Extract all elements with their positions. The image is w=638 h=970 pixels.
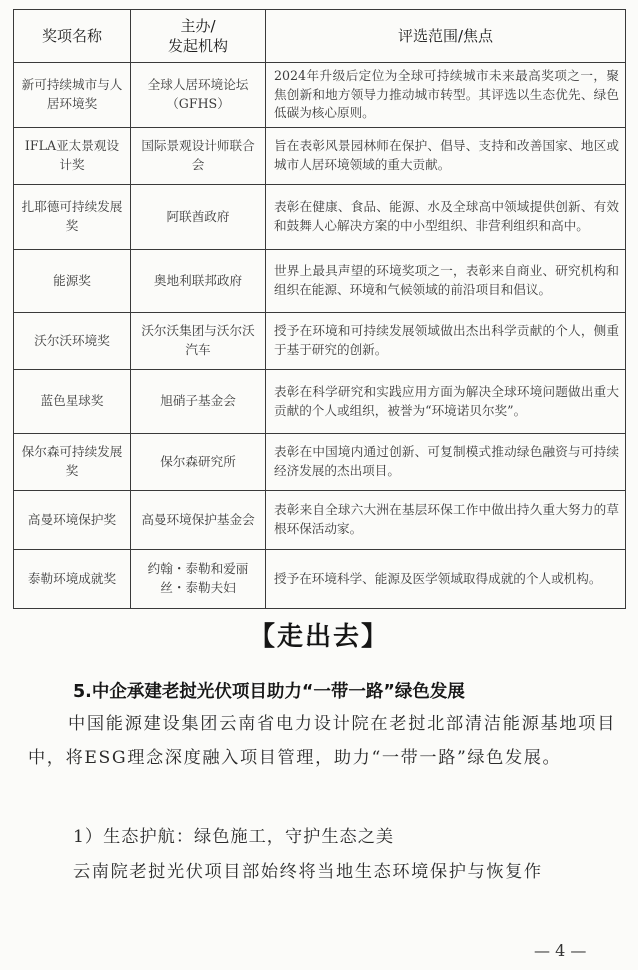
focus-cell: 旨在表彰风景园林师在保护、倡导、支持和改善国家、地区或城市人居环境领域的重大贡献。 (266, 128, 626, 185)
table-header-row (14, 10, 626, 63)
focus-cell: 表彰来自全球六大洲在基层环保工作中做出持久重大努力的草根环保活动家。 (266, 491, 626, 550)
award-name-cell: 扎耶德可持续发展奖 (14, 185, 131, 250)
award-name-cell: IFLA亚太景观设计奖 (14, 128, 131, 185)
organizer-cell: 旭硝子基金会 (131, 370, 266, 434)
organizer-cell: 奥地利联邦政府 (131, 250, 266, 313)
table-row (14, 550, 626, 609)
award-name-cell: 高曼环境保护奖 (14, 491, 131, 550)
award-name-cell: 能源奖 (14, 250, 131, 313)
focus-cell: 表彰在中国境内通过创新、可复制模式推动绿色融资与可持续经济发展的杰出项目。 (266, 434, 626, 491)
table-row (14, 313, 626, 370)
award-name-cell: 沃尔沃环境奖 (14, 313, 131, 370)
awards-table (13, 9, 626, 609)
body-paragraph-continued: 云南院老挝光伏项目部始终将当地生态环境保护与恢复作 (73, 862, 543, 882)
body-paragraph: 中国能源建设集团云南省电力设计院在老挝北部清洁能源基地项目中，将ESG理念深度融入项目管理，助力“一带一路”绿色发展。 (28, 714, 616, 768)
sub-heading: 1）生态护航：绿色施工，守护生态之美 (73, 827, 395, 847)
organizer-cell: 阿联酋政府 (131, 185, 266, 250)
section-title: 【走出去】 (248, 622, 389, 652)
award-name-cell: 保尔森可持续发展奖 (14, 434, 131, 491)
focus-cell: 2024年升级后定位为全球可持续城市未来最高奖项之一，聚焦创新和地方领导力推动城市转型。其评选以生态优先、绿色低碳为核心原则。 (266, 63, 626, 128)
focus-cell: 授予在环境科学、能源及医学领域取得成就的个人或机构。 (266, 550, 626, 609)
page-number: — 4 — (534, 941, 587, 960)
case-heading: 5.中企承建老挝光伏项目助力“一带一路”绿色发展 (73, 682, 465, 702)
focus-cell: 授予在环境和可持续发展领域做出杰出科学贡献的个人，侧重于基于研究的创新。 (266, 313, 626, 370)
focus-cell: 表彰在健康、食品、能源、水及全球高中领域提供创新、有效和鼓舞人心解决方案的中小型组织、非营利组织和高中。 (266, 185, 626, 250)
organizer-cell: 保尔森研究所 (131, 434, 266, 491)
table-row (14, 63, 626, 128)
awards-table-container (13, 9, 625, 609)
award-name-cell: 蓝色星球奖 (14, 370, 131, 434)
organizer-cell: 高曼环境保护基金会 (131, 491, 266, 550)
table-row (14, 434, 626, 491)
header-focus: 评选范围/焦点 (266, 10, 626, 63)
header-organizer (131, 10, 266, 63)
header-organizer-line1: 主办/ (180, 17, 216, 35)
table-row (14, 491, 626, 550)
table-row (14, 128, 626, 185)
header-award-name: 奖项名称 (14, 10, 131, 63)
award-name-cell: 新可持续城市与人居环境奖 (14, 63, 131, 128)
organizer-cell: 国际景观设计师联合会 (131, 128, 266, 185)
header-organizer-line2: 发起机构 (167, 37, 228, 55)
focus-cell: 世界上最具声望的环境奖项之一，表彰来自商业、研究机构和组织在能源、环境和气候领域的前沿项目和倡议。 (266, 250, 626, 313)
organizer-cell: 约翰・泰勒和爱丽丝・泰勒夫妇 (131, 550, 266, 609)
table-row (14, 370, 626, 434)
award-name-cell: 泰勒环境成就奖 (14, 550, 131, 609)
focus-cell: 表彰在科学研究和实践应用方面为解决全球环境问题做出重大贡献的个人或组织，被誉为“环境诺贝尔奖”。 (266, 370, 626, 434)
organizer-cell: 沃尔沃集团与沃尔沃汽车 (131, 313, 266, 370)
table-row (14, 185, 626, 250)
table-row (14, 250, 626, 313)
organizer-cell: 全球人居环境论坛（GFHS） (131, 63, 266, 128)
